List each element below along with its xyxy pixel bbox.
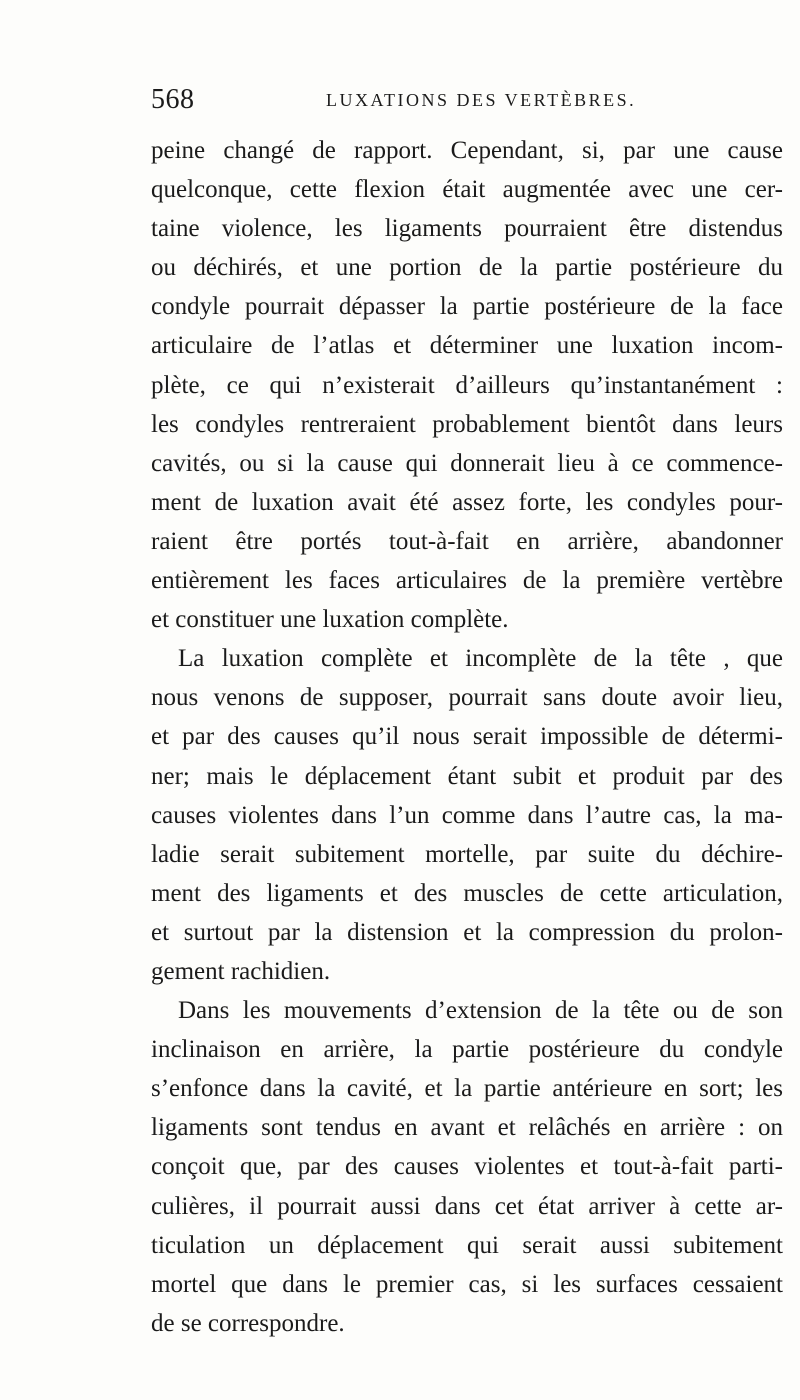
text-line: et surtout par la distension et la compression du prolon- <box>151 918 783 946</box>
text-line: gement rachidien. <box>151 957 331 985</box>
text-line: ment de luxation avait été assez forte, les condyles pour- <box>151 488 783 516</box>
text-line: plète, ce qui n’existerait d’ailleurs qu’instantanément : <box>151 371 783 399</box>
text-line: causes violentes dans l’un comme dans l’autre cas, la ma- <box>151 801 783 829</box>
page-number: 568 <box>151 84 195 115</box>
text-line: ladie serait subitement mortelle, par suite du déchire- <box>151 840 783 868</box>
running-title: LUXATIONS DES VERTÈBRES. <box>326 90 637 110</box>
text-line: taine violence, les ligaments pourraient être distendus <box>151 215 783 243</box>
text-line: ment des ligaments et des muscles de cette articulation, <box>151 879 783 907</box>
text-line: s’enfonce dans la cavité, et la partie antérieure en sort; les <box>151 1075 783 1103</box>
text-line: raient être portés tout-à-fait en arrière, abandonner <box>151 527 783 555</box>
text-line: cavités, ou si la cause qui donnerait lieu à ce commence- <box>151 449 783 477</box>
page-header <box>151 84 783 118</box>
text-line: conçoit que, par des causes violentes et tout-à-fait parti- <box>151 1153 783 1181</box>
text-line: entièrement les faces articulaires de la première vertèbre <box>151 567 783 595</box>
text-line: de se correspondre. <box>151 1309 345 1337</box>
text-line: peine changé de rapport. Cependant, si, par une cause <box>151 137 783 164</box>
text-line: nous venons de supposer, pourrait sans doute avoir lieu, <box>151 684 783 712</box>
text-line: articulaire de l’atlas et déterminer une luxation incom- <box>151 332 783 360</box>
text-line: ticulation un déplacement qui serait aussi subitement <box>151 1231 783 1259</box>
text-line: mortel que dans le premier cas, si les surfaces cessaient <box>151 1270 783 1298</box>
text-line: Dans les mouvements d’extension de la tête ou de son <box>178 997 783 1025</box>
text-line: La luxation complète et incomplète de la tête , que <box>178 645 783 673</box>
body-text <box>151 131 783 1343</box>
text-line: ou déchirés, et une portion de la partie postérieure du <box>151 254 783 282</box>
text-line: ner; mais le déplacement étant subit et produit par des <box>151 762 783 790</box>
text-line: quelconque, cette flexion était augmentée avec une cer- <box>151 176 783 204</box>
text-line: ligaments sont tendus en avant et relâchés en arrière : on <box>151 1114 783 1142</box>
text-line: condyle pourrait dépasser la partie postérieure de la face <box>151 293 783 321</box>
text-line: culières, il pourrait aussi dans cet état arriver à cette ar- <box>151 1192 783 1220</box>
text-line: et constituer une luxation complète. <box>151 606 509 634</box>
text-line: les condyles rentreraient probablement bientôt dans leurs <box>151 410 783 438</box>
text-line: inclinaison en arrière, la partie postérieure du condyle <box>151 1036 783 1064</box>
text-line: et par des causes qu’il nous serait impossible de détermi- <box>151 723 783 751</box>
